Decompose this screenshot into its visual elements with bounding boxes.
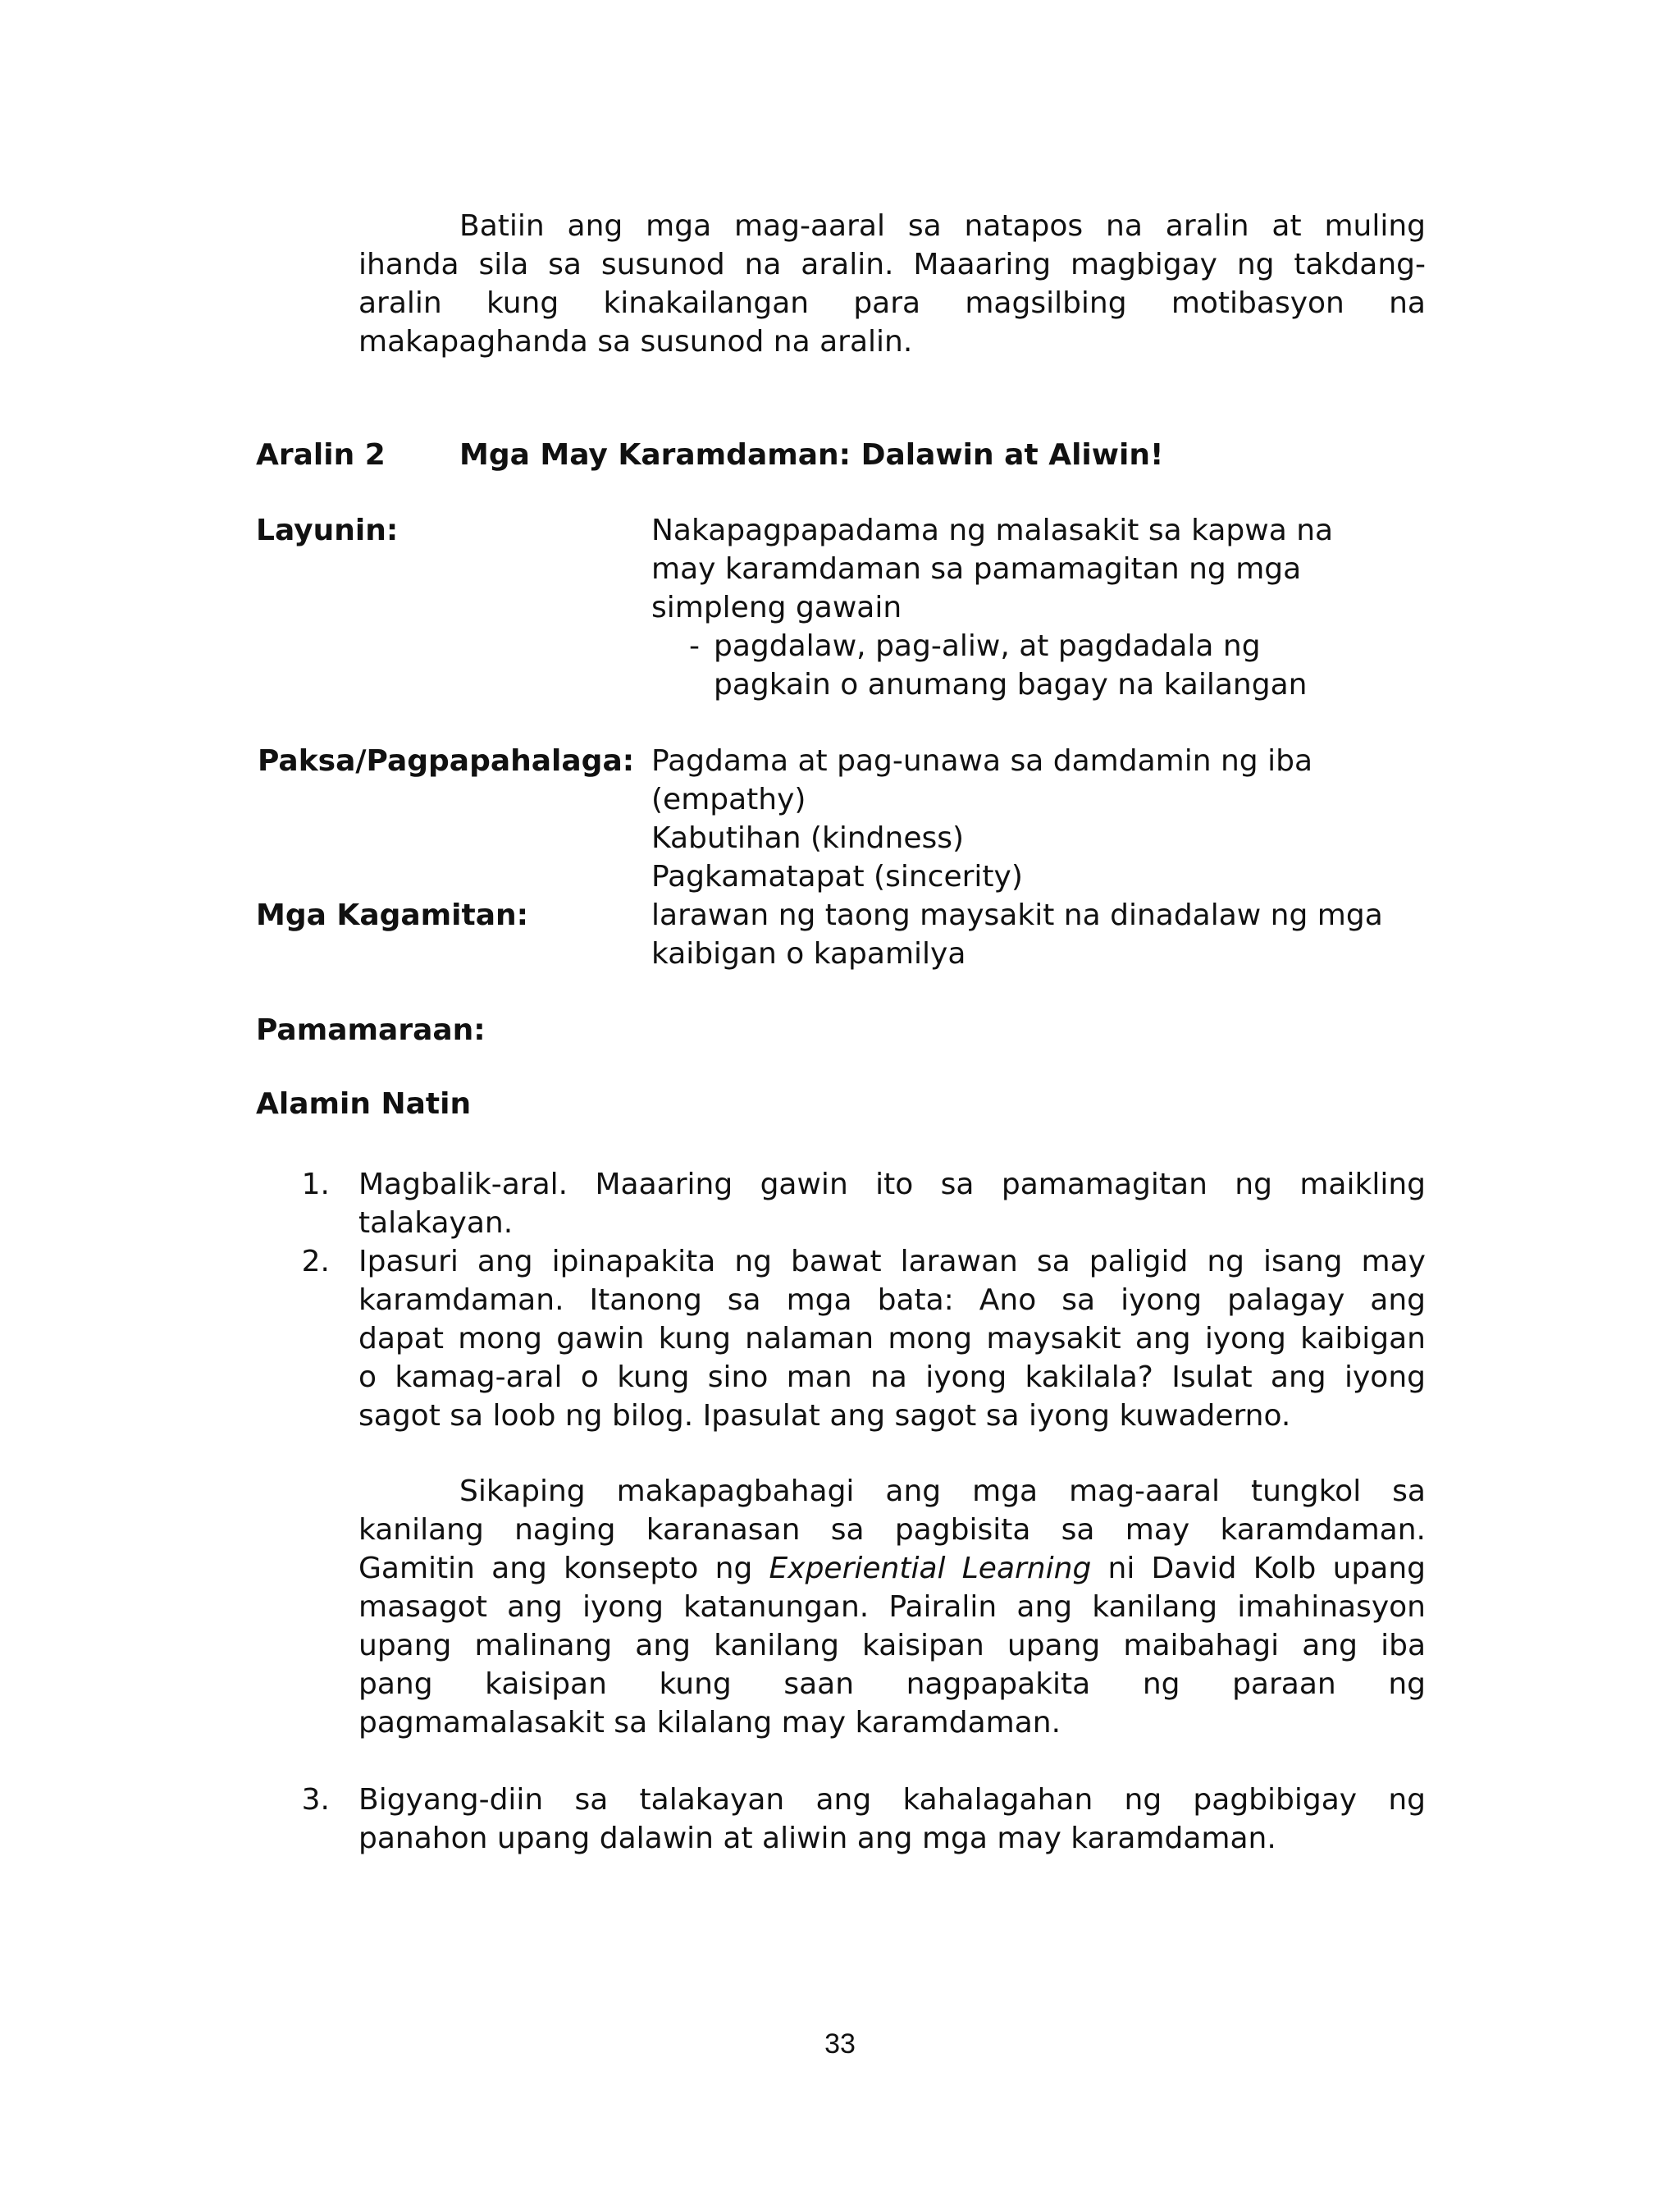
paragraph-line-3: [358, 1549, 1426, 1588]
step-1-line-2: talakayan.: [358, 1206, 514, 1240]
step-3-number: 3.: [301, 1783, 330, 1817]
paragraph-line-3-pre: Gamitin ang konsepto ng: [358, 1552, 769, 1585]
step-2-number: 2.: [301, 1245, 330, 1278]
step-2-line-3: dapat mong gawin kung nalaman mong maysakit ang iyong kaibigan: [358, 1322, 1426, 1356]
step-2-line-4: o kamag-aral o kung sino man na iyong kakilala? Isulat ang iyong: [358, 1360, 1426, 1394]
paragraph-line-1: Sikaping makapagbahagi ang mga mag-aaral tungkol sa: [459, 1474, 1426, 1508]
procedure-label: Pamamaraan:: [256, 1013, 486, 1047]
step-1-number: 1.: [301, 1168, 330, 1201]
lesson-title: Mga May Karamdaman: Dalawin at Aliwin!: [459, 438, 1164, 472]
objectives-bullet-line-1: pagdalaw, pag-aliw, at pagdadala ng: [714, 629, 1261, 663]
step-3-line-1: Bigyang-diin sa talakayan ang kahalagahan ng pagbibigay ng: [358, 1783, 1426, 1817]
materials-line-1: larawan ng taong maysakit na dinadalaw ng mga: [651, 898, 1383, 932]
intro-line-4: makapaghanda sa susunod na aralin.: [358, 325, 913, 359]
paragraph-line-2: kanilang naging karanasan sa pagbisita sa may karamdaman.: [358, 1513, 1426, 1547]
step-2-line-5: sagot sa loob ng bilog. Ipasulat ang sagot sa iyong kuwaderno.: [358, 1399, 1291, 1433]
objectives-line-1: Nakapagpapadama ng malasakit sa kapwa na: [651, 514, 1334, 547]
topic-line-3: Kabutihan (kindness): [651, 821, 965, 855]
topic-line-4: Pagkamatapat (sincerity): [651, 860, 1023, 894]
paragraph-line-4: masagot ang iyong katanungan. Pairalin ang kanilang imahinasyon: [358, 1590, 1426, 1624]
topic-label: Paksa/Pagpapahalaga:: [258, 744, 635, 778]
paragraph-line-5: upang malinang ang kanilang kaisipan upang maibahagi ang iba: [358, 1629, 1426, 1662]
step-2-line-2: karamdaman. Itanong sa mga bata: Ano sa iyong palagay ang: [358, 1283, 1426, 1317]
paragraph-line-3-post: ni David Kolb upang: [1091, 1552, 1427, 1585]
topic-line-2: (empathy): [651, 783, 806, 816]
section-heading: Alamin Natin: [256, 1087, 472, 1121]
page-number: 33: [824, 2028, 856, 2060]
objectives-line-2: may karamdaman sa pamamagitan ng mga: [651, 552, 1302, 586]
objectives-line-3: simpleng gawain: [651, 591, 902, 624]
step-1-line-1: Magbalik-aral. Maaaring gawin ito sa pamamagitan ng maikling: [358, 1168, 1426, 1201]
materials-label: Mga Kagamitan:: [256, 898, 529, 932]
topic-line-1: Pagdama at pag-unawa sa damdamin ng iba: [651, 744, 1313, 778]
objectives-bullet-marker: -: [689, 629, 700, 663]
intro-line-3: aralin kung kinakailangan para magsilbing motibasyon na: [358, 286, 1426, 320]
experiential-learning-term: Experiential Learning: [769, 1552, 1092, 1585]
objectives-bullet-line-2: pagkain o anumang bagay na kailangan: [714, 668, 1308, 702]
intro-line-1: Batiin ang mga mag-aaral sa natapos na aralin at muling: [459, 209, 1426, 243]
objectives-label: Layunin:: [256, 514, 399, 547]
intro-line-2: ihanda sila sa susunod na aralin. Maaaring magbigay ng takdang-: [358, 248, 1426, 281]
step-2-line-1: Ipasuri ang ipinapakita ng bawat larawan sa paligid ng isang may: [358, 1245, 1426, 1278]
step-3-line-2: panahon upang dalawin at aliwin ang mga may karamdaman.: [358, 1822, 1276, 1855]
paragraph-line-7: pagmamalasakit sa kilalang may karamdaman.: [358, 1706, 1061, 1740]
lesson-number: Aralin 2: [256, 438, 386, 472]
paragraph-line-6: pang kaisipan kung saan nagpapakita ng paraan ng: [358, 1667, 1426, 1701]
materials-line-2: kaibigan o kapamilya: [651, 937, 966, 971]
